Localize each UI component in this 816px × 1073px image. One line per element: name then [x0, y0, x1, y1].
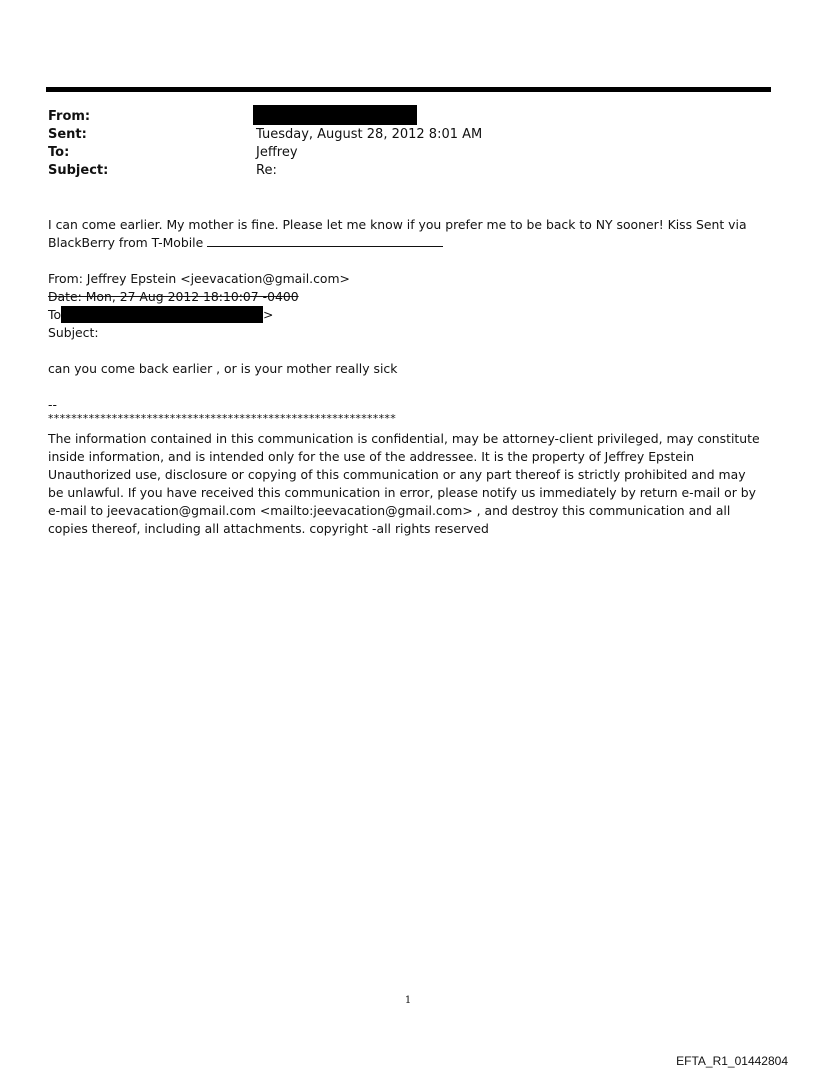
to-label: To: — [48, 145, 70, 160]
quoted-to-prefix: To — [48, 307, 62, 322]
sent-value: Tuesday, August 28, 2012 8:01 AM — [256, 127, 483, 142]
header-divider — [46, 87, 771, 92]
separator-underline — [207, 234, 443, 247]
confidentiality-disclaimer: The information contained in this communication is confidential, may be attorney-client privileged, may constitute inside information, and is intended only for the use of the addressee. It is the property of Jeffrey Epstein Unauthorized use, disclosure or copying of this communication or any part thereof is strictly prohibited and may be unlawful. If you have received this communication in error, please notify us immediately by return e-mail or by e-mail to jeevacation@gmail.com <mailto:jeevacation@gmail.com> , and destroy this communication and all copies thereof, including all attachments. copyright -all rights reserved — [48, 431, 764, 536]
message-body — [48, 216, 768, 252]
redacted-to-address — [61, 306, 263, 323]
from-label: From: — [48, 109, 91, 124]
subject-label: Subject: — [48, 163, 109, 178]
quoted-body: can you come back earlier , or is your mother really sick — [48, 361, 398, 376]
signature-dashes: -- — [48, 397, 57, 412]
quoted-to-line — [48, 306, 273, 324]
quoted-date-line: Date: Mon, 27 Aug 2012 18:10:07 -0400 — [48, 289, 299, 304]
redacted-from-address — [253, 105, 417, 125]
quoted-from-line: From: Jeffrey Epstein <jeevacation@gmail.com> — [48, 271, 350, 286]
sent-label: Sent: — [48, 127, 87, 142]
quoted-subject-line: Subject: — [48, 325, 99, 340]
to-value: Jeffrey — [256, 145, 298, 160]
subject-value: Re: — [256, 163, 277, 178]
quoted-to-suffix: > — [263, 307, 274, 322]
document-id: EFTA_R1_01442804 — [676, 1054, 788, 1068]
signature-stars: ************************************************************ — [48, 412, 396, 425]
message-body-text: I can come earlier. My mother is fine. Please let me know if you prefer me to be back to NY sooner! Kiss Sent via BlackBerry from T-Mobile — [48, 217, 751, 250]
page-number: 1 — [404, 995, 412, 1006]
